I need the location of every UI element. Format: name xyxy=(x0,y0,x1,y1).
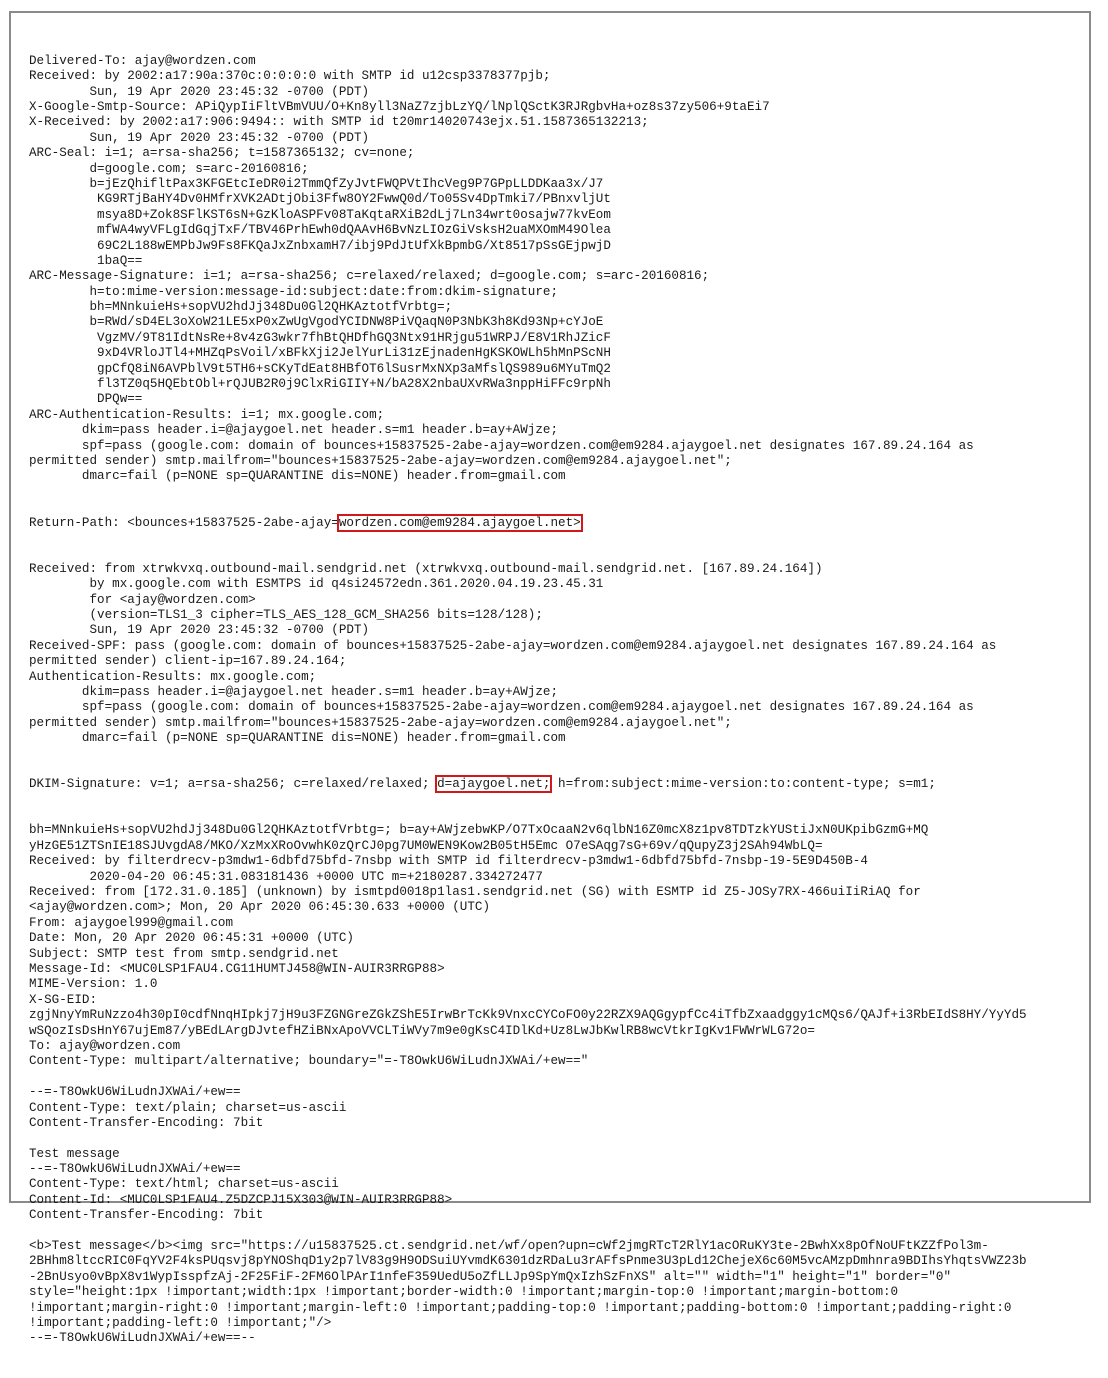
source-line: DPQw== xyxy=(29,392,143,407)
source-line: Content-Transfer-Encoding: 7bit xyxy=(29,1208,264,1223)
source-line: dkim=pass header.i=@ajaygoel.net header.s=m1 header.b=ay+AWjze; xyxy=(29,684,559,699)
source-line: 2BHhm8ltccRIC0FqYV2F4ksPUqsvj8pYNOShqD1y2p7lV83g9H9ODSuiUYvmdK6301dzRDaLu3rAFfsPnme3U3pLd12ChejeX6c60M5vcAMzpDmhnra9BDIhsYhqtsVWZ23b xyxy=(29,1254,1027,1269)
source-line: Received: by 2002:a17:90a:370c:0:0:0:0 with SMTP id u12csp3378377pjb; xyxy=(29,69,551,84)
source-line: X-Google-Smtp-Source: APiQypIiFltVBmVUU/O+Kn8yll3NaZ7zjbLzYQ/lNplQSctK3RJRgbvHa+oz8s37zy506+9taEi7 xyxy=(29,99,770,114)
source-line: by mx.google.com with ESMTPS id q4si24572edn.361.2020.04.19.23.45.31 xyxy=(29,577,604,592)
source-line: wSQozIsDsHnY67ujEm87/yBEdLArgDJvtefHZiBNxApoVVCLTiWVy7m9e0gKsC4IDlKd+Uz8LwJbKwlRB8wcVtkrIgKv1FWWrWLG72o= xyxy=(29,1023,815,1038)
dkim-prefix: DKIM-Signature: v=1; a=rsa-sha256; c=relaxed/relaxed; xyxy=(29,777,438,792)
source-line: 1baQ== xyxy=(29,253,143,268)
source-line: dmarc=fail (p=NONE sp=QUARANTINE dis=NONE) header.from=gmail.com xyxy=(29,731,566,746)
source-line: bh=MNnkuieHs+sopVU2hdJj348Du0Gl2QHKAztotfVrbtg=; xyxy=(29,300,453,315)
source-line: Content-Id: <MUC0LSP1FAU4.Z5DZCPJ15X303@WIN-AUIR3RRGP88> xyxy=(29,1192,453,1207)
return-path-prefix: Return-Path: <bounces+15837525-2abe-ajay= xyxy=(29,515,339,530)
source-line: dmarc=fail (p=NONE sp=QUARANTINE dis=NONE) header.from=gmail.com xyxy=(29,469,566,484)
source-line: zgjNnyYmRuNzzo4h30pI0cdfNnqHIpkj7jH9u3FZGNGreZGkZShE5IrwBrTcKk9VnxcCYCoFO0y22RZX9AQGgypfCc4iTfbZxaadggy1cMQs6/QAJf+i3RbEIdS8HY/YyYd5 xyxy=(29,1008,1027,1023)
source-line: b=RWd/sD4EL3oXoW21LE5xP0xZwUgVgodYCIDNW8PiVQaqN0P3NbK3h8Kd93Np+cYJoE xyxy=(29,315,604,330)
source-line: 9xD4VRloJTl4+MHZqPsVoil/xBFkXji2JelYurLi31zEjnadenHgKSKOWLh5hMnPScNH xyxy=(29,346,611,361)
raw-message-frame xyxy=(9,11,1091,1346)
source-line: fl3TZ0q5HQEbtObl+rQJUB2R0j9ClxRiGIIY+N/bA28X2nbaUXvRWa3nppHiFFc9rpNh xyxy=(29,377,611,392)
dkim-signature-line xyxy=(29,777,1089,792)
source-line: spf=pass (google.com: domain of bounces+15837525-2abe-ajay=wordzen.com@em9284.ajaygoel.net designates 167.89.24.164 as xyxy=(29,438,974,453)
source-line: VgzMV/9T81IdtNsRe+8v4zG3wkr7fhBtQHDfhGQ3Ntx91HRjgu51WRPJ/E8V1RhJZicF xyxy=(29,330,611,345)
raw-message-source xyxy=(29,23,1089,1378)
received-block xyxy=(29,562,1089,747)
source-line: (version=TLS1_3 cipher=TLS_AES_128_GCM_SHA256 bits=128/128); xyxy=(29,607,543,622)
source-line: Sun, 19 Apr 2020 23:45:32 -0700 (PDT) xyxy=(29,130,370,145)
source-line: Content-Transfer-Encoding: 7bit xyxy=(29,1115,264,1130)
source-line: permitted sender) smtp.mailfrom="bounces+15837525-2abe-ajay=wordzen.com@em9284.ajaygoel.net"; xyxy=(29,715,732,730)
source-line: 69C2L188wEMPbJw9Fs8FKQaJxZnbxamH7/ibj9PdJtUfXkBpmbG/Xt8517pSsGEjpwjD xyxy=(29,238,611,253)
source-line: MIME-Version: 1.0 xyxy=(29,977,158,992)
header-block xyxy=(29,54,1089,485)
source-line: 2020-04-20 06:45:31.083181436 +0000 UTC m=+2180287.334272477 xyxy=(29,869,543,884)
source-line xyxy=(29,1070,1089,1085)
source-line: mfWA4wyVFLgIdGqjTxF/TBV46PrhEwh0dQAAvH6BvNzLIOzGiVsksH2uaMXOmM49Olea xyxy=(29,223,611,238)
source-line: b=jEzQhifltPax3KFGEtcIeDR0i2TmmQfZyJvtFWQPVtIhcVeg9P7GPpLLDDKaa3x/J7 xyxy=(29,176,604,191)
source-line: Sun, 19 Apr 2020 23:45:32 -0700 (PDT) xyxy=(29,623,370,638)
source-line: Message-Id: <MUC0LSP1FAU4.CG11HUMTJ458@WIN-AUIR3RRGP88> xyxy=(29,961,445,976)
source-line: ARC-Seal: i=1; a=rsa-sha256; t=1587365132; cv=none; xyxy=(29,146,415,161)
source-line xyxy=(29,1131,1089,1146)
source-line: Delivered-To: ajay@wordzen.com xyxy=(29,53,256,68)
source-line: -2BnUsyo0vBpX8v1WypIsspfzAj-2F25FiF-2FM6OlPArI1nfeF359UedU5oZfLLJp9SpYmQxIzhSzFnXS" alt="" width="1" height="1" border="0" xyxy=(29,1269,952,1284)
source-line: gpCfQ8iN6AVPblV9t5TH6+sCKyTdEat8HBfOT6lSusrMxNXp3aMfslQS989u6MYuTmQ2 xyxy=(29,361,611,376)
source-line: msya8D+Zok8SFlKST6sN+GzKloASPFv08TaKqtaRXiB2dLj7Ln34wrt0osajw77kvEom xyxy=(29,207,611,222)
dkim-suffix: h=from:subject:mime-version:to:content-type; s=m1; xyxy=(550,777,936,792)
source-line: h=to:mime-version:message-id:subject:date:from:dkim-signature; xyxy=(29,284,559,299)
source-line: Received: from [172.31.0.185] (unknown) by ismtpd0018p1las1.sendgrid.net (SG) with ESMTP id Z5-JOSy7RX-466uiIiRiAQ for xyxy=(29,885,921,900)
source-line: From: ajaygoel999@gmail.com xyxy=(29,915,234,930)
source-line: --=-T8OwkU6WiLudnJXWAi/+ew== xyxy=(29,1162,241,1177)
source-line: ARC-Message-Signature: i=1; a=rsa-sha256; c=relaxed/relaxed; d=google.com; s=arc-20160816; xyxy=(29,269,710,284)
source-line: Sun, 19 Apr 2020 23:45:32 -0700 (PDT) xyxy=(29,84,370,99)
return-path-line xyxy=(29,516,1089,531)
source-line: Subject: SMTP test from smtp.sendgrid.net xyxy=(29,946,339,961)
body-block xyxy=(29,823,1089,1346)
source-line: Received: from xtrwkvxq.outbound-mail.sendgrid.net (xtrwkvxq.outbound-mail.sendgrid.net. [167.89.24.164]) xyxy=(29,561,823,576)
source-line: !important;margin-right:0 !important;margin-left:0 !important;padding-top:0 !important;padding-bottom:0 !important;padding-right:0 xyxy=(29,1300,1012,1315)
dkim-domain-highlight: d=ajaygoel.net; xyxy=(437,777,551,792)
source-line: !important;padding-left:0 !important;"/> xyxy=(29,1315,332,1330)
source-line: for <ajay@wordzen.com> xyxy=(29,592,256,607)
source-line: Date: Mon, 20 Apr 2020 06:45:31 +0000 (UTC) xyxy=(29,931,354,946)
source-line: --=-T8OwkU6WiLudnJXWAi/+ew==-- xyxy=(29,1331,256,1346)
source-line: Content-Type: text/html; charset=us-ascii xyxy=(29,1177,339,1192)
source-line: bh=MNnkuieHs+sopVU2hdJj348Du0Gl2QHKAztotfVrbtg=; b=ay+AWjzebwKP/O7TxOcaaN2v6qlbN16Z0mcX8z1pv8TDTzkYUStiJxN0UKpibGzmG+MQ xyxy=(29,823,929,838)
source-line: Content-Type: text/plain; charset=us-ascii xyxy=(29,1100,347,1115)
source-line: <ajay@wordzen.com>; Mon, 20 Apr 2020 06:45:30.633 +0000 (UTC) xyxy=(29,900,491,915)
source-line: permitted sender) client-ip=167.89.24.164; xyxy=(29,654,347,669)
source-line: --=-T8OwkU6WiLudnJXWAi/+ew== xyxy=(29,1085,241,1100)
source-line: Authentication-Results: mx.google.com; xyxy=(29,669,317,684)
source-line: d=google.com; s=arc-20160816; xyxy=(29,161,309,176)
source-line: To: ajay@wordzen.com xyxy=(29,1038,181,1053)
source-line: Received-SPF: pass (google.com: domain of bounces+15837525-2abe-ajay=wordzen.com@em9284.ajaygoel.net designates 167.89.24.164 as xyxy=(29,638,997,653)
source-line: dkim=pass header.i=@ajaygoel.net header.s=m1 header.b=ay+AWjze; xyxy=(29,423,559,438)
source-line: X-Received: by 2002:a17:906:9494:: with SMTP id t20mr14020743ejx.51.1587365132213; xyxy=(29,115,649,130)
source-line xyxy=(29,1224,1089,1239)
source-line: yHzGE51ZTSnIE18SJUvgdA8/MKO/XzMxXRoOvwhK0zQrCJ0pg7UM0WEN9Kow2B05tH5Emc O7eSAqg7sG+69v/qQupyZ3j2SAh94WbLQ= xyxy=(29,838,823,853)
source-line: ARC-Authentication-Results: i=1; mx.google.com; xyxy=(29,407,385,422)
source-line: KG9RTjBaHY4Dv0HMfrXVK2ADtjObi3Ffw8OY2FwwQ0d/To05Sv4DpTmki7/PBnxvljUt xyxy=(29,192,611,207)
source-line: Test message xyxy=(29,1146,120,1161)
source-line: <b>Test message</b><img src="https://u15837525.ct.sendgrid.net/wf/open?upn=cWf2jmgRTcT2RlY1acORuKY3te-2BwhXx8pOfNoUFtKZZfPol3m- xyxy=(29,1239,989,1254)
return-path-highlight: wordzen.com@em9284.ajaygoel.net> xyxy=(338,515,581,530)
source-line: style="height:1px !important;width:1px !important;border-width:0 !important;margin-top:0 !important;margin-bottom:0 xyxy=(29,1285,899,1300)
source-line: permitted sender) smtp.mailfrom="bounces+15837525-2abe-ajay=wordzen.com@em9284.ajaygoel.net"; xyxy=(29,453,732,468)
source-line: Received: by filterdrecv-p3mdw1-6dbfd75bfd-7nsbp with SMTP id filterdrecv-p3mdw1-6dbfd75bfd-7nsbp-19-5E9D450B-4 xyxy=(29,854,868,869)
source-line: spf=pass (google.com: domain of bounces+15837525-2abe-ajay=wordzen.com@em9284.ajaygoel.net designates 167.89.24.164 as xyxy=(29,700,974,715)
source-line: Content-Type: multipart/alternative; boundary="=-T8OwkU6WiLudnJXWAi/+ew==" xyxy=(29,1054,589,1069)
source-line: X-SG-EID: xyxy=(29,992,98,1007)
